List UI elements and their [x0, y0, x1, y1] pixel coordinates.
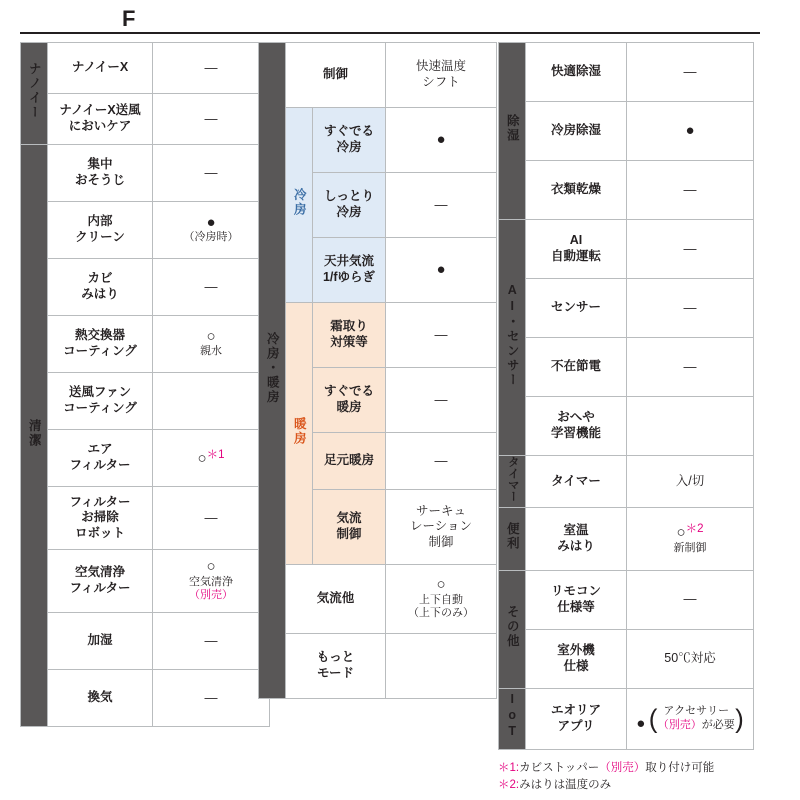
row-value: — [386, 303, 497, 368]
row-label: カビ みはり [48, 259, 153, 316]
table-row [499, 629, 754, 688]
row-value: — [627, 161, 754, 220]
table-row [21, 259, 270, 316]
row-value: ○＊2 新制御 [627, 507, 754, 570]
table-row [21, 202, 270, 259]
row-value: — [153, 259, 270, 316]
page-title: F [122, 6, 137, 31]
group-label-other: その他 [499, 570, 526, 688]
row-label: 室温 みはり [526, 507, 627, 570]
row-label: ナノイーX [48, 43, 153, 94]
table-row [21, 670, 270, 727]
row-label: おへや 学習機能 [526, 397, 627, 456]
middle-table [258, 42, 497, 699]
row-value: 入/切 [627, 456, 754, 508]
row-value: ● （冷房時） [153, 202, 270, 259]
footnote-1: ＊1:カビストッパー（別売）取り付け可能 [498, 762, 715, 774]
row-value: — [627, 43, 754, 102]
row-value: 快速温度 シフト [386, 43, 497, 108]
row-label: 集中 おそうじ [48, 145, 153, 202]
row-label: 気流 制御 [313, 490, 386, 565]
row-label: 衣類乾燥 [526, 161, 627, 220]
table-row [499, 43, 754, 102]
table-row [259, 108, 497, 173]
table-row [21, 94, 270, 145]
row-label: 霜取り 対策等 [313, 303, 386, 368]
group-label-cooling-heating: 冷房・暖房 [259, 43, 286, 699]
table-row [21, 550, 270, 613]
row-value: — [627, 279, 754, 338]
row-label: 足元暖房 [313, 433, 386, 490]
row-label: エア フィルター [48, 430, 153, 487]
row-value: — [153, 94, 270, 145]
row-value: ○＊1 [153, 430, 270, 487]
footnote-2: ＊2:みはりは温度のみ [498, 779, 612, 792]
header [20, 6, 780, 36]
row-value: — [153, 43, 270, 94]
row-value: — [627, 220, 754, 279]
table-row [21, 430, 270, 487]
group-label-nanoe: ナノイー [21, 43, 48, 145]
row-label: もっと モード [286, 634, 386, 699]
row-value: — [153, 487, 270, 550]
row-label: リモコン 仕様等 [526, 570, 627, 629]
group-label-clean: 清潔 [21, 145, 48, 727]
row-value: サーキュ レーション 制御 [386, 490, 497, 565]
row-label: 熱交換器 コーティング [48, 316, 153, 373]
row-value: — [153, 613, 270, 670]
row-value: — [386, 433, 497, 490]
row-label: 室外機 仕様 [526, 629, 627, 688]
row-value: 50℃対応 [627, 629, 754, 688]
table-row [259, 565, 497, 634]
row-label: センサー [526, 279, 627, 338]
table-row [499, 161, 754, 220]
row-value [153, 373, 270, 430]
row-label: ナノイーX送風 においケア [48, 94, 153, 145]
row-value [627, 397, 754, 456]
table-row [499, 397, 754, 456]
table-row [21, 487, 270, 550]
footnotes [498, 760, 714, 795]
table-row [21, 145, 270, 202]
row-label: 制御 [286, 43, 386, 108]
row-value: — [627, 338, 754, 397]
table-row [499, 456, 754, 508]
row-value: ○ 空気清浄 （別売） [153, 550, 270, 613]
table-row [21, 43, 270, 94]
table-row [21, 373, 270, 430]
row-value: ○ 親水 [153, 316, 270, 373]
table-row [259, 43, 497, 108]
row-label: AI 自動運転 [526, 220, 627, 279]
header-rule [20, 32, 760, 34]
table-row [259, 634, 497, 699]
row-label: 気流他 [286, 565, 386, 634]
row-label: 冷房除湿 [526, 102, 627, 161]
table-row [21, 316, 270, 373]
row-label: 不在節電 [526, 338, 627, 397]
table-row [21, 613, 270, 670]
table-row [499, 220, 754, 279]
table-row [499, 688, 754, 749]
table-row [259, 303, 497, 368]
row-label: 加湿 [48, 613, 153, 670]
row-label: タイマー [526, 456, 627, 508]
row-label: 換気 [48, 670, 153, 727]
row-value: — [386, 368, 497, 433]
row-label: 快適除湿 [526, 43, 627, 102]
row-value: ● ( アクセサリー （別売）が必要 ) [627, 688, 754, 749]
row-value: ● [386, 108, 497, 173]
group-label-dehumidify: 除湿 [499, 43, 526, 220]
row-value: — [153, 670, 270, 727]
left-table [20, 42, 270, 727]
middle-table-wrapper [258, 42, 497, 699]
row-value: — [386, 173, 497, 238]
left-table-wrapper [20, 42, 270, 727]
table-row [499, 102, 754, 161]
row-label: 空気清浄 フィルター [48, 550, 153, 613]
row-label: すぐでる 冷房 [313, 108, 386, 173]
mode-label-cooling: 冷房 [286, 108, 313, 303]
row-label: しっとり 冷房 [313, 173, 386, 238]
row-value [386, 634, 497, 699]
row-value: — [627, 570, 754, 629]
row-value: ○ 上下自動 （上下のみ） [386, 565, 497, 634]
row-label: 内部 クリーン [48, 202, 153, 259]
row-value: ● [386, 238, 497, 303]
row-label: エオリア アプリ [526, 688, 627, 749]
group-label-iot: IoT [499, 688, 526, 749]
table-row [499, 338, 754, 397]
group-label-timer: タイマー [499, 456, 526, 508]
row-label: フィルター お掃除 ロボット [48, 487, 153, 550]
table-row [499, 570, 754, 629]
group-label-ai-sensor: AI・センサー [499, 220, 526, 456]
row-label: 送風ファン コーティング [48, 373, 153, 430]
row-label: すぐでる 暖房 [313, 368, 386, 433]
row-label: 天井気流 1/fゆらぎ [313, 238, 386, 303]
table-row [499, 507, 754, 570]
row-value: — [153, 145, 270, 202]
group-label-convenience: 便利 [499, 507, 526, 570]
right-table-wrapper [498, 42, 754, 750]
table-row [499, 279, 754, 338]
row-value: ● [627, 102, 754, 161]
mode-label-heating: 暖房 [286, 303, 313, 565]
right-table [498, 42, 754, 750]
